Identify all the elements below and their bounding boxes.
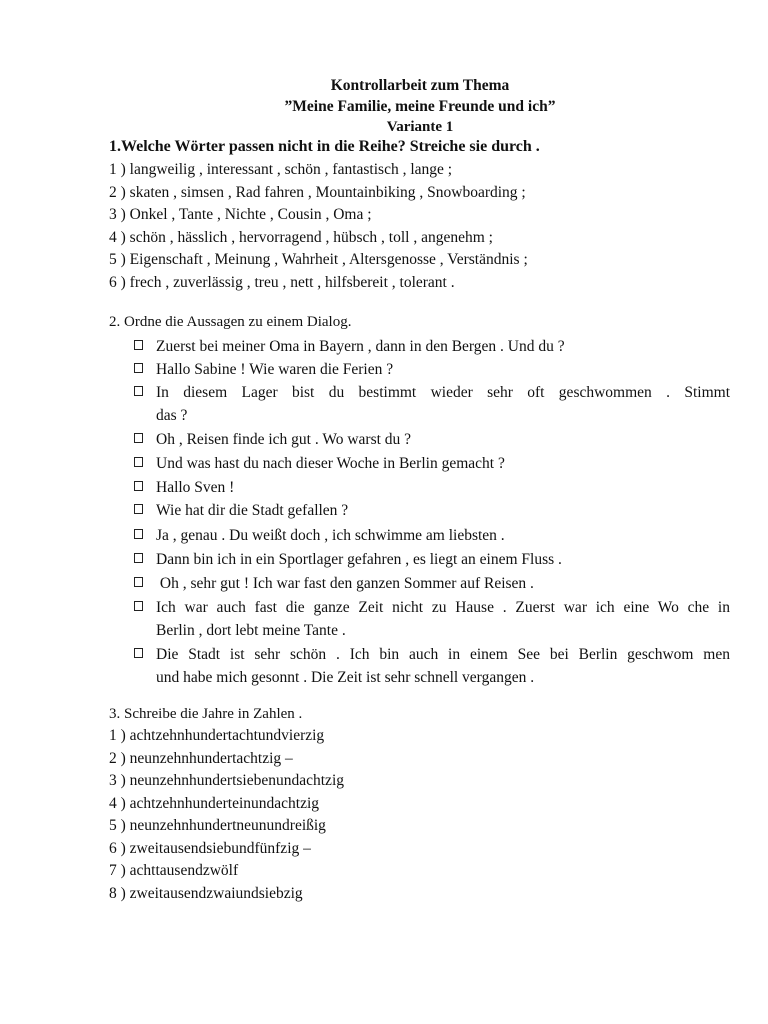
checkbox-icon[interactable]: [134, 481, 143, 491]
dialog-item-5[interactable]: Und was hast du nach dieser Woche in Berlin gemacht ?: [134, 452, 730, 475]
variant-label: Variante 1: [386, 119, 454, 135]
task1-row-1: 1 ) langweilig , interessant , schön , fantastisch , lange ;: [109, 161, 453, 178]
task1-row-2: 2 ) skaten , simsen , Rad fahren , Mountainbiking , Snowboarding ;: [109, 184, 526, 201]
checkbox-icon[interactable]: [134, 648, 143, 658]
checkbox-icon[interactable]: [134, 553, 143, 563]
dialog-item-3[interactable]: In diesem Lager bist du bestimmt wieder sehr oft geschwommen . Stimmt das ?: [134, 381, 730, 427]
checkbox-icon[interactable]: [134, 386, 143, 396]
task3-row-6: 6 ) zweitausendsiebundfünfzig –: [109, 840, 311, 857]
task3-heading: 3. Schreibe die Jahre in Zahlen .: [109, 706, 303, 722]
task2-heading: 2. Ordne die Aussagen zu einem Dialog.: [109, 314, 352, 330]
task3-row-7: 7 ) achttausendzwölf: [109, 862, 239, 879]
task3-row-4: 4 ) achtzehnhunderteinundachtzig: [109, 795, 320, 812]
task1-heading: 1.Welche Wörter passen nicht in die Reihe? Streiche sie durch .: [109, 138, 540, 155]
dialog-item-7[interactable]: Wie hat dir die Stadt gefallen ?: [134, 499, 730, 522]
checkbox-icon[interactable]: [134, 340, 143, 350]
task3-row-1: 1 ) achtzehnhundertachtundvierzig: [109, 727, 325, 744]
checkbox-icon[interactable]: [134, 363, 143, 373]
dialog-item-2[interactable]: Hallo Sabine ! Wie waren die Ferien ?: [134, 358, 730, 381]
task1-row-5: 5 ) Eigenschaft , Meinung , Wahrheit , Altersgenosse , Verständnis ;: [109, 251, 528, 268]
checkbox-icon[interactable]: [134, 529, 143, 539]
task3-row-3: 3 ) neunzehnhundertsiebenundachtzig: [109, 772, 344, 789]
task1-row-3: 3 ) Onkel , Tante , Nichte , Cousin , Oma ;: [109, 206, 372, 223]
dialog-item-10[interactable]: Oh , sehr gut ! Ich war fast den ganzen Sommer auf Reisen .: [134, 572, 730, 595]
checkbox-icon[interactable]: [134, 433, 143, 443]
dialog-item-12[interactable]: Die Stadt ist sehr schön . Ich bin auch in einem See bei Berlin geschwom men und habe mich gesonnt . Die Zeit ist sehr schnell vergangen .: [134, 643, 730, 689]
checkbox-icon[interactable]: [134, 457, 143, 467]
dialog-item-9[interactable]: Dann bin ich in ein Sportlager gefahren , es liegt an einem Fluss .: [134, 548, 730, 571]
task1-row-4: 4 ) schön , hässlich , hervorragend , hübsch , toll , angenehm ;: [109, 229, 493, 246]
worksheet-title: Kontrollarbeit zum Thema: [330, 77, 510, 94]
task3-row-8: 8 ) zweitausendzwaiundsiebzig: [109, 885, 303, 902]
dialog-item-8[interactable]: Ja , genau . Du weißt doch , ich schwimme am liebsten .: [134, 524, 730, 547]
task3-row-5: 5 ) neunzehnhundertneunundreißig: [109, 817, 326, 834]
dialog-item-4[interactable]: Oh , Reisen finde ich gut . Wo warst du ?: [134, 428, 730, 451]
checkbox-icon[interactable]: [134, 504, 143, 514]
task1-row-6: 6 ) frech , zuverlässig , treu , nett , hilfsbereit , tolerant .: [109, 274, 455, 291]
dialog-item-6[interactable]: Hallo Sven !: [134, 476, 730, 499]
checkbox-icon[interactable]: [134, 601, 143, 611]
dialog-item-1[interactable]: Zuerst bei meiner Oma in Bayern , dann in den Bergen . Und du ?: [134, 335, 730, 358]
worksheet-subtitle: ”Meine Familie, meine Freunde und ich”: [284, 98, 556, 115]
task3-row-2: 2 ) neunzehnhundertachtzig –: [109, 750, 293, 767]
dialog-item-11[interactable]: Ich war auch fast die ganze Zeit nicht zu Hause . Zuerst war ich eine Wo che in Berlin , dort lebt meine Tante .: [134, 596, 730, 642]
checkbox-icon[interactable]: [134, 577, 143, 587]
